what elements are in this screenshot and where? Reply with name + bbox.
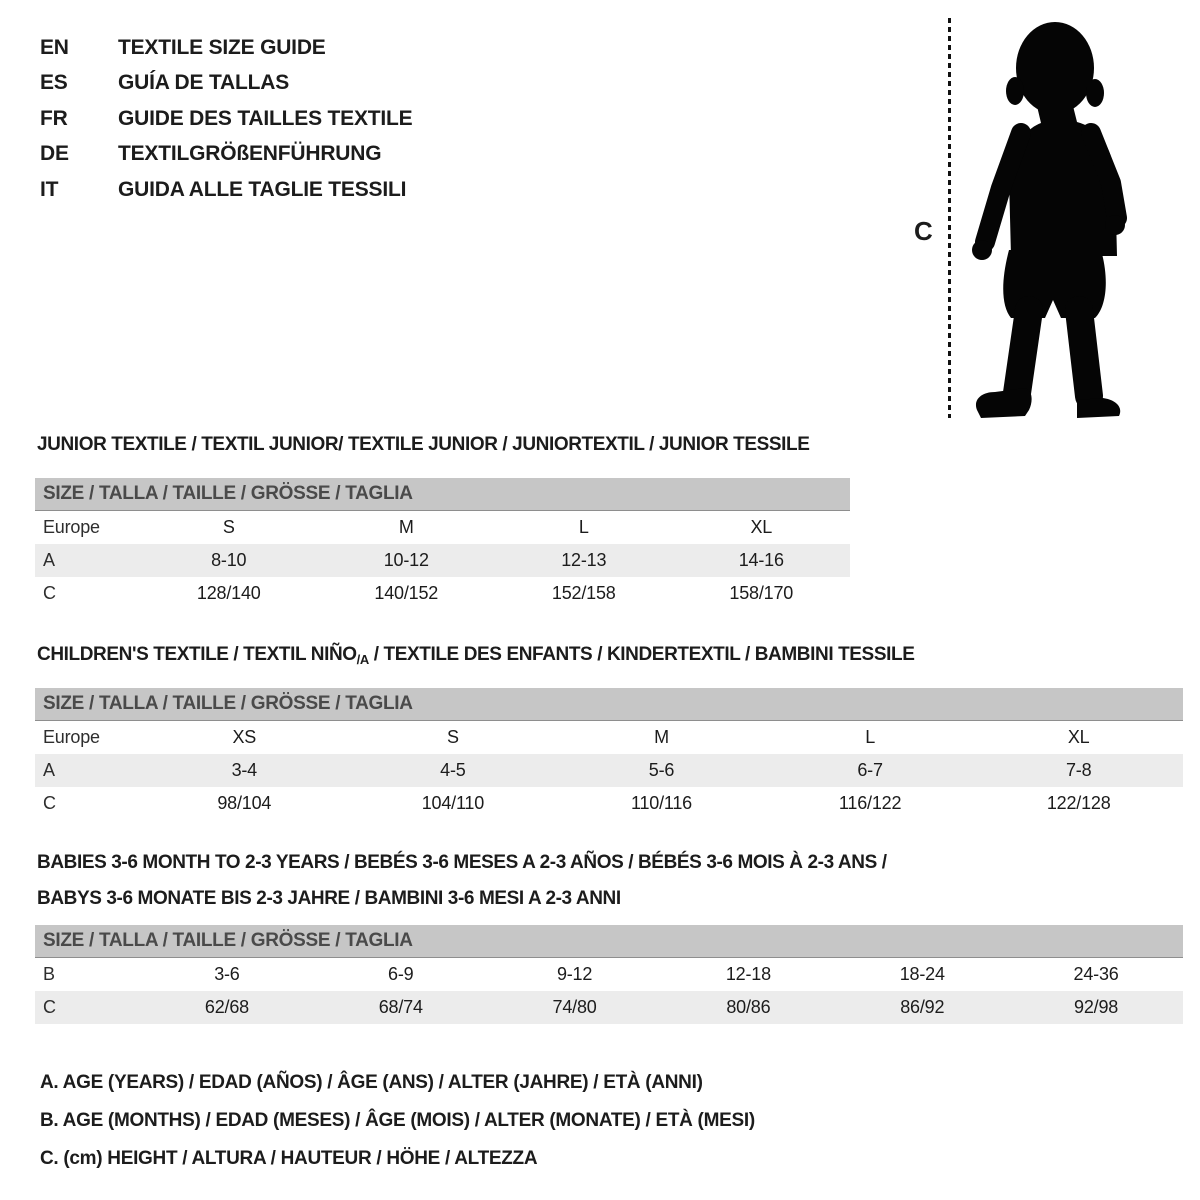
children-title-sub: /A [356,652,369,667]
table-cell: 122/128 [1046,793,1111,813]
row-label: Europe [43,727,100,747]
table-cell: 86/92 [900,997,945,1017]
table-row [35,511,850,544]
table-cell: L [578,517,589,537]
lang-label: TEXTILGRÖßENFÜHRUNG [118,142,382,166]
lang-label: GUIDE DES TAILLES TEXTILE [118,106,413,130]
row-label: C [43,997,56,1017]
children-title-post: / TEXTILE DES ENFANTS / KINDERTEXTIL / BAMBINI TESSILE [368,644,915,665]
table-cell: 6-9 [388,964,414,984]
table-cell: 3-6 [214,964,240,984]
lang-code: IT [40,177,59,201]
row-label: Europe [43,517,100,537]
table-cell: XL [750,517,773,537]
table-cell: 9-12 [556,964,593,984]
lang-code: ES [40,71,68,95]
lang-code: DE [40,142,69,166]
table-cell: 4-5 [440,760,466,780]
table-cell: 152/158 [551,583,616,603]
table-cell: M [654,727,669,747]
table-row [35,721,1183,754]
babies-title-line1: BABIES 3-6 MONTH TO 2-3 YEARS / BEBÉS 3-6 MESES A 2-3 AÑOS / BÉBÉS 3-6 MOIS À 2-3 ANS / [37,852,887,873]
legend-line-a: A. AGE (YEARS) / EDAD (AÑOS) / ÂGE (ANS) / ALTER (JAHRE) / ETÀ (ANNI) [40,1072,703,1093]
lang-row-it [40,172,412,208]
table-cell: 92/98 [1074,997,1119,1017]
toddler-silhouette-icon [965,18,1141,420]
table-cell: 7-8 [1065,760,1092,780]
children-title-pre: CHILDREN'S TEXTILE / TEXTIL NIÑO [37,644,357,665]
table-cell: 98/104 [217,793,272,813]
table-cell: 128/140 [196,583,261,603]
lang-code: EN [40,35,69,59]
lang-label: TEXTILE SIZE GUIDE [118,35,326,59]
row-label: C [43,793,56,813]
row-label: A [43,550,55,570]
table-cell: 8-10 [211,550,247,570]
language-title-list [40,30,412,208]
table-row [35,958,1183,991]
lang-code: FR [40,106,68,130]
table-cell: 68/74 [378,997,423,1017]
table-cell: XL [1067,727,1090,747]
table-cell: 14-16 [738,550,784,570]
table-cell: 116/122 [838,793,902,813]
table-cell: 62/68 [204,997,249,1017]
children-size-header: SIZE / TALLA / TAILLE / GRÖSSE / TAGLIA [35,688,1183,721]
height-measure-line [948,18,951,418]
table-cell: 12-13 [561,550,607,570]
legend-line-b: B. AGE (MONTHS) / EDAD (MESES) / ÂGE (MOIS) / ALTER (MONATE) / ETÀ (MESI) [40,1110,755,1131]
height-measure-label: C [914,216,933,246]
table-cell: 140/152 [374,583,439,603]
table-cell: M [398,517,414,537]
row-label: B [43,964,55,984]
babies-table-title [37,845,887,917]
table-cell: 10-12 [383,550,429,570]
table-cell: 24-36 [1073,964,1119,984]
table-row [35,544,850,577]
table-row [35,991,1183,1024]
babies-title-line2: BABYS 3-6 MONATE BIS 2-3 JAHRE / BAMBINI 3-6 MESI A 2-3 ANNI [37,888,621,909]
lang-row-de [40,137,412,173]
row-label: C [43,583,56,603]
table-cell: 6-7 [857,760,883,780]
table-cell: 80/86 [726,997,771,1017]
table-cell: 18-24 [899,964,945,984]
table-cell: XS [232,727,257,747]
table-cell: L [865,727,875,747]
table-row [35,754,1183,787]
table-cell: 158/170 [729,583,794,603]
lang-row-en [40,30,412,66]
legend-line-c: C. (cm) HEIGHT / ALTURA / HAUTEUR / HÖHE / ALTEZZA [40,1148,538,1169]
table-cell: 104/110 [421,793,485,813]
table-cell: 3-4 [231,760,257,780]
lang-row-es [40,66,412,102]
table-cell: 12-18 [725,964,771,984]
table-cell: S [222,517,235,537]
babies-size-header: SIZE / TALLA / TAILLE / GRÖSSE / TAGLIA [35,925,1183,958]
lang-row-fr [40,101,412,137]
table-cell: S [446,727,459,747]
table-row [35,577,850,610]
lang-label: GUIDA ALLE TAGLIE TESSILI [118,177,407,201]
measure-legend [40,1064,755,1178]
junior-size-header: SIZE / TALLA / TAILLE / GRÖSSE / TAGLIA [35,478,850,511]
junior-table-title: JUNIOR TEXTILE / TEXTIL JUNIOR/ TEXTILE JUNIOR / JUNIORTEXTIL / JUNIOR TESSILE [37,434,810,455]
row-label: A [43,760,55,780]
table-cell: 5-6 [648,760,675,780]
children-table-title [37,644,914,667]
table-cell: 110/116 [630,793,692,813]
table-row [35,787,1183,820]
table-cell: 74/80 [552,997,597,1017]
lang-label: GUÍA DE TALLAS [118,71,290,95]
